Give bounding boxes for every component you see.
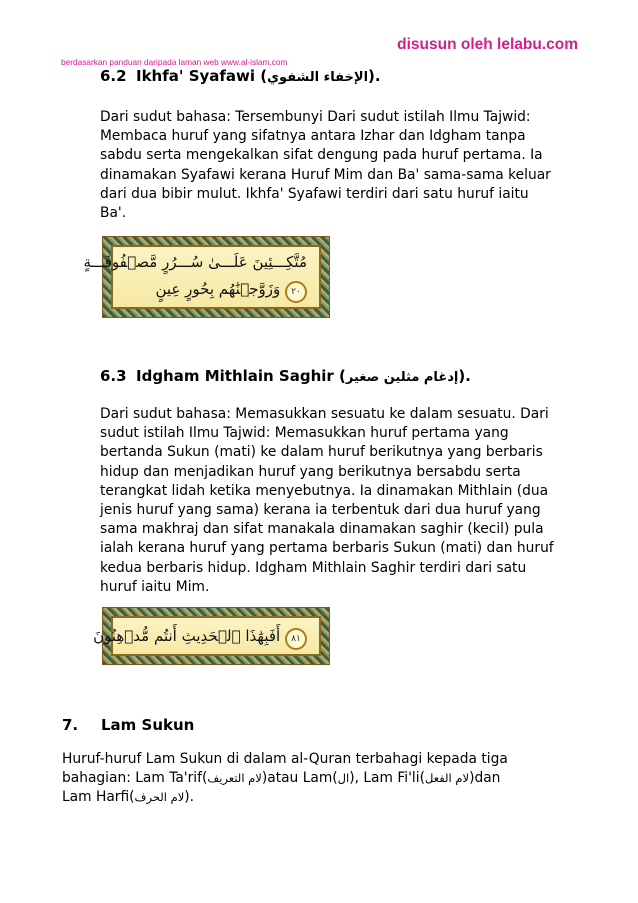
section-number: 7. (62, 716, 79, 734)
arabic-term: لام التعريف (207, 771, 262, 786)
source-note: berdasarkan panduan daripada laman web www.al-islam.com (61, 57, 288, 67)
section-title-suffix: ). (458, 367, 471, 385)
section-6-3-heading (100, 366, 471, 388)
paragraph-line: Ba'. (100, 205, 127, 222)
quran-verse-image-6-2 (83, 236, 330, 318)
section-7-paragraph (62, 750, 508, 808)
paragraph-line: sudut istilah Ilmu Tajwid: Memasukkan huruf pertama yang (100, 425, 509, 442)
section-title-arabic: الإخفاء الشفوي (267, 70, 369, 85)
paragraph-line: jenis huruf yang sama) kerana ia terbentuk dari dua huruf yang (100, 502, 541, 519)
paragraph-line: dinamakan Syafawi kerana Huruf Mim dan Ba' sama-sama keluar (100, 166, 551, 183)
section-title-arabic: إدغام مثلين صغير (345, 370, 459, 385)
verse-line-1: ٨١ أَفَبِهَٰذَا ٱلۡحَدِيثِ أَنتُم مُّدۡهِنُونَ (93, 627, 307, 650)
paragraph-line: Membaca huruf yang sifatnya antara Izhar dan Idgham tanpa (100, 128, 526, 145)
section-title: Lam Sukun (101, 716, 195, 734)
paragraph-line: terangkat lidah ketika menyebutnya. Ia dinamakan Mithlain (dua (100, 482, 549, 499)
arabic-term: ال (337, 771, 350, 786)
verse-line-1: مُتَّكِـــئِينَ عَلَـــىٰ سُـــرُرٍ مَّصۡفُوفَـــةٍ (83, 253, 307, 271)
paragraph-line: bertanda Sukun (mati) ke dalam huruf berikutnya yang berbaris (100, 444, 543, 461)
section-6-3-paragraph (100, 405, 554, 597)
section-number: 6.2 (100, 67, 127, 85)
paragraph-line: dari dua bibir mulut. Ikhfa' Syafawi terdiri dari satu huruf iaitu (100, 185, 529, 202)
paragraph-line: Dari sudut bahasa: Tersembunyi Dari sudut istilah Ilmu Tajwid: (100, 109, 531, 125)
paragraph-line: Lam Harfi(لام الحرف). (62, 789, 195, 806)
paragraph-line: sama makhraj dan sifat manakala dinamakan saghir (kecil) pula (100, 521, 544, 538)
paragraph-line: hidup dan menjadikan huruf yang berikutnya bersabdu serta (100, 463, 521, 480)
section-6-2-paragraph (100, 108, 551, 223)
section-title: Idgham Mithlain Saghir ( (136, 367, 346, 385)
arabic-term: لام الفعل (424, 771, 470, 786)
section-7-heading (62, 715, 194, 735)
paragraph-line: kedua berbaris hidup. Idgham Mithlain Saghir terdiri dari satu (100, 559, 527, 576)
ayah-number-mark: ٢٠ (285, 281, 307, 303)
paragraph-line: bahagian: Lam Ta'rif(لام التعريف)atau Lam(ال), Lam Fi'li(لام الفعل)dan (62, 770, 501, 787)
paragraph-line: ialah kerana huruf yang pertama berbaris Sukun (mati) dan huruf (100, 540, 554, 557)
verse-panel (93, 616, 321, 656)
section-number: 6.3 (100, 367, 127, 385)
arabic-term: لام الحرف (134, 790, 185, 805)
section-title: Ikhfa' Syafawi ( (136, 67, 268, 85)
quran-verse-image-6-3 (93, 607, 330, 665)
paragraph-line: sabdu serta mengekalkan sifat dengung pada huruf pertama. Ia (100, 147, 543, 164)
site-credit: disusun oleh lelabu.com (397, 36, 578, 53)
paragraph-line: Huruf-huruf Lam Sukun di dalam al-Quran terbahagi kepada tiga (62, 751, 508, 767)
paragraph-line: huruf iaitu Mim. (100, 578, 210, 595)
paragraph-line: Dari sudut bahasa: Memasukkan sesuatu ke dalam sesuatu. Dari (100, 406, 549, 422)
verse-panel (83, 245, 321, 309)
section-6-2-heading (100, 66, 381, 88)
ayah-number-mark: ٨١ (285, 628, 307, 650)
verse-line-2: ٢٠ وَزَوَّجۡنَٰهُم بِحُورٍ عِينٍ (156, 280, 308, 303)
section-title-suffix: ). (368, 67, 381, 85)
